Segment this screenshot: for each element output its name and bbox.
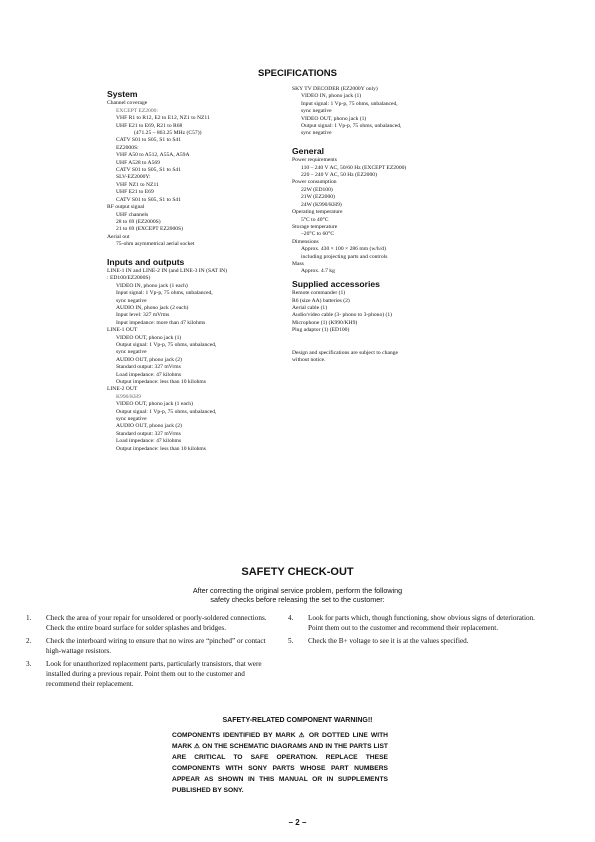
spec-line: AUDIO IN, phono jack (2 each) bbox=[116, 304, 189, 311]
spec-line: Remote commander (1) bbox=[292, 290, 346, 297]
safety-checks-right bbox=[288, 614, 536, 651]
item-text: Check the area of your repair for unsoldered or poorly-soldered connections. Check the entire board surface for solder splashes and bridges. bbox=[46, 614, 267, 632]
spec-line: LINE-2 OUT bbox=[107, 386, 138, 393]
item-number: 2. bbox=[26, 637, 32, 646]
spec-line: Storage temperature bbox=[292, 223, 338, 230]
spec-line: sync negative bbox=[116, 416, 147, 423]
spec-line: K990/KH9 bbox=[116, 393, 141, 400]
spec-line: VIDEO OUT, phono jack (1 each) bbox=[116, 401, 193, 408]
spec-line: Dimensions bbox=[292, 238, 319, 245]
spec-line: Channel coverage bbox=[107, 100, 148, 107]
spec-line: SLV-EZ2000Y: bbox=[116, 174, 151, 181]
safety-title: SAFETY CHECK-OUT bbox=[241, 566, 354, 578]
spec-line: Approx. 430 × 100 × 286 mm (w/h/d) bbox=[301, 246, 386, 253]
safety-check-item bbox=[26, 614, 274, 633]
spec-line: VIDEO OUT, phono jack (1) bbox=[116, 334, 182, 341]
item-text: Look for unauthorized replacement parts, particularly transistors, that were installed during a previous repair. Point them out to the customer and recommend their replacement. bbox=[46, 660, 262, 688]
safety-check-item bbox=[288, 637, 536, 647]
spacer bbox=[107, 249, 287, 254]
spec-line: : ED100/EZ2000S) bbox=[107, 275, 151, 282]
spec-line: Mass bbox=[292, 260, 304, 267]
spec-line: Power consumption bbox=[292, 179, 337, 186]
spec-line: EXCEPT EZ2000: bbox=[116, 107, 159, 114]
warning-body: COMPONENTS IDENTIFIED BY MARK ⚠ OR DOTTED LINE WITH MARK ⚠ ON THE SCHEMATIC DIAGRAMS AND IN THE PARTS LIST ARE CRITICAL TO SAFE OPERATION. REPLACE THESE COMPONENTS WITH SONY PARTS WHOSE PART NUMBERS APPEAR AS SHOWN IN THIS MANUAL OR IN SUPPLEMENTS PUBLISHED BY SONY. bbox=[172, 732, 388, 794]
spec-line: LINE-1 OUT bbox=[107, 327, 138, 334]
section-heading: Inputs and outputs bbox=[107, 256, 185, 267]
spec-line: Approx. 4.7 kg bbox=[301, 268, 335, 275]
safety-check-item bbox=[288, 614, 536, 633]
item-number: 3. bbox=[26, 660, 32, 669]
spec-line: Operating temperature bbox=[292, 209, 343, 216]
spec-line: Input signal: 1 Vp-p, 75 ohms, unbalanced, bbox=[301, 100, 398, 107]
spec-line: R6 (size AA) batteries (2) bbox=[292, 297, 350, 304]
item-text: Look for parts which, though functioning, show obvious signs of deterioration. Point them out to the customer and recommend their replacement. bbox=[308, 614, 535, 632]
spec-line: Standard output: 327 mVrms bbox=[116, 430, 181, 437]
spec-line: Input impedance: more than 47 kilohms bbox=[116, 319, 206, 326]
spec-line: CATV S01 to S05, S1 to S41 bbox=[116, 137, 182, 144]
spec-line: EZ2000S: bbox=[116, 144, 139, 151]
safety-check-item bbox=[26, 660, 274, 689]
section-heading: General bbox=[292, 145, 325, 156]
item-number: 4. bbox=[288, 614, 294, 622]
spec-line: 24W (K990/KH9) bbox=[301, 201, 342, 208]
item-number: 1. bbox=[26, 614, 32, 622]
spec-line: Output signal: 1 Vp-p, 75 ohms, unbalanced, bbox=[301, 123, 402, 130]
spec-line: UHF A528 to A569 bbox=[116, 159, 160, 166]
spec-line: UHF E21 to E69, R21 to R68 bbox=[116, 122, 183, 129]
spec-line: Input level: 327 mVrms bbox=[116, 312, 170, 319]
spec-line: Power requirements bbox=[292, 157, 337, 164]
spec-line: Output impedance: less than 10 kilohms bbox=[116, 379, 206, 386]
spec-line: UHF channels bbox=[116, 211, 149, 218]
page-title: SPECIFICATIONS bbox=[258, 68, 337, 79]
spec-line: VIDEO OUT, phono jack (1) bbox=[301, 115, 367, 122]
safety-checks-left bbox=[26, 614, 274, 693]
spec-column-left bbox=[107, 86, 287, 453]
spec-line: Output signal: 1 Vp-p, 75 ohms, unbalanced, bbox=[116, 408, 217, 415]
spec-line: UHF E21 to E69 bbox=[116, 189, 154, 196]
spec-line: Load impedance: 47 kilohms bbox=[116, 371, 182, 378]
spec-line: 220 – 240 V AC, 50 Hz (EZ2000) bbox=[301, 172, 377, 179]
spec-line: Output impedance: less than 10 kilohms bbox=[116, 445, 206, 452]
spec-line: Input signal: 1 Vp-p, 75 ohms, unbalanced, bbox=[116, 290, 213, 297]
safety-intro-line-2: safety checks before releasing the set to the customer: bbox=[210, 595, 385, 604]
spec-line: AUDIO OUT, phono jack (2) bbox=[116, 356, 182, 363]
spec-line: Output signal: 1 Vp-p, 75 ohms, unbalanced, bbox=[116, 342, 217, 348]
safety-intro bbox=[0, 586, 595, 604]
spec-line: 110 – 240 V AC, 50/60 Hz (EXCEPT EZ2000) bbox=[301, 164, 407, 171]
spec-line: VIDEO IN, phono jack (1 each) bbox=[116, 282, 188, 289]
spec-line: without notice. bbox=[292, 357, 326, 363]
spec-line: Aerial cable (1) bbox=[292, 304, 328, 311]
spec-line: including projecting parts and controls bbox=[301, 253, 388, 260]
spec-line: Design and specifications are subject to change bbox=[292, 349, 398, 356]
section-heading: System bbox=[107, 89, 138, 99]
spec-line: VHF NZ1 to NZ11 bbox=[116, 181, 159, 188]
page-number: – 2 – bbox=[288, 818, 307, 827]
spec-line: Standard output: 327 mVrms bbox=[116, 364, 181, 371]
spec-line: 75-ohm asymmetrical aerial socket bbox=[116, 241, 195, 248]
spec-line: Plug adaptor (1) (ED100) bbox=[292, 327, 350, 334]
warning-title: SAFETY-RELATED COMPONENT WARNING!! bbox=[222, 717, 373, 724]
spec-line: 21 to 69 (EXCEPT EZ2000S) bbox=[116, 226, 184, 233]
spacer bbox=[292, 138, 492, 143]
spec-line: SKY TV DECODER (EZ2000Y only) bbox=[292, 86, 378, 92]
spec-line: Aerial out bbox=[107, 233, 130, 240]
spec-line: sync negative bbox=[116, 349, 147, 356]
spec-line: 22W (ED100) bbox=[301, 186, 333, 193]
item-text: Check the B+ voltage to see it is at the values specified. bbox=[308, 637, 469, 646]
spec-line: (471.25 – 863.25 MHz (C57)) bbox=[134, 130, 202, 137]
item-text: Check the interboard wiring to ensure that no wires are “pinched” or contact high-wattage resistors. bbox=[46, 637, 266, 655]
spec-line: 5°C to 40°C bbox=[301, 216, 329, 223]
spec-column-right bbox=[292, 86, 492, 364]
spec-line: VHF A50 to A512, A55A, A59A bbox=[116, 152, 190, 159]
spec-line: VIDEO IN, phono jack (1) bbox=[301, 93, 362, 100]
safety-check-item bbox=[26, 637, 274, 656]
spec-line: Audio/video cable (3- phono to 3-phono) (1) bbox=[292, 312, 393, 319]
spec-line: Load impedance: 47 kilohms bbox=[116, 438, 182, 445]
spec-line: sync negative bbox=[301, 108, 332, 115]
spec-line: sync negative bbox=[116, 297, 147, 304]
spec-line: RF output signal bbox=[107, 204, 145, 211]
spec-line: AUDIO OUT, phono jack (2) bbox=[116, 423, 182, 430]
spec-line: CATV S01 to S05, S1 to S41 bbox=[116, 167, 182, 174]
spec-line: VHF R1 to R12, E2 to E12, NZ1 to NZ11 bbox=[116, 115, 210, 122]
spec-line: CATV S01 to S05, S1 to S41 bbox=[116, 196, 182, 203]
spec-line: 21W (EZ2000) bbox=[301, 194, 335, 201]
spec-line: sync negative bbox=[301, 130, 332, 137]
spec-line: 28 to 69 (EZ2000S) bbox=[116, 218, 161, 225]
spec-line: LINE-1 IN and LINE-2 IN (and LINE-3 IN (SAT IN) bbox=[107, 267, 227, 274]
spec-line: Microphone (1) (K990/KH9) bbox=[292, 319, 358, 326]
section-heading: Supplied accessories bbox=[292, 278, 380, 289]
spec-line: –20°C to 60°C bbox=[301, 231, 335, 238]
item-number: 5. bbox=[288, 637, 294, 646]
safety-intro-line-1: After correcting the original service problem, perform the following bbox=[192, 586, 403, 595]
